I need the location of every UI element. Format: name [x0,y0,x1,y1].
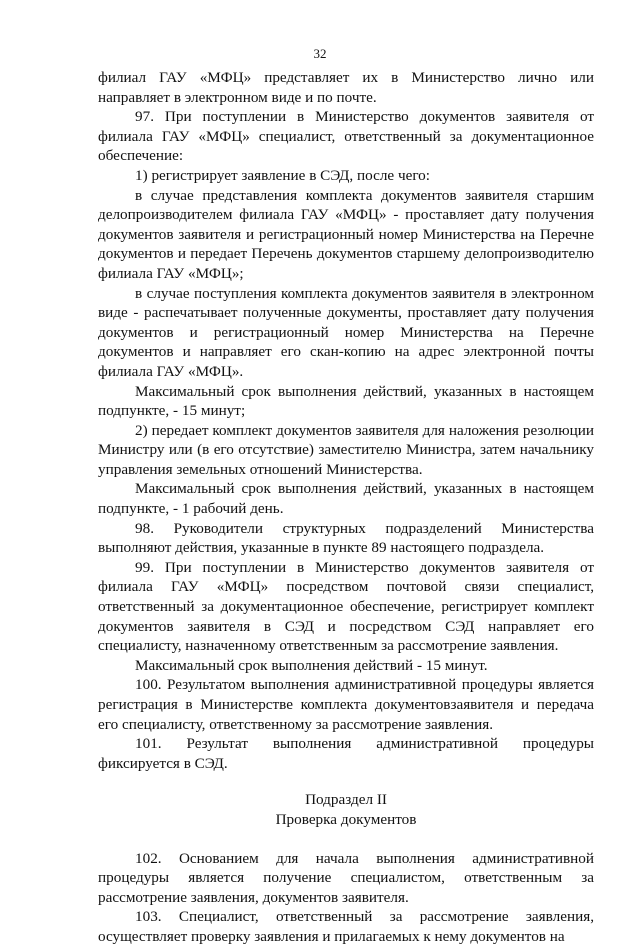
paragraph: Максимальный срок выполнения действий, указанных в настоящем подпункте, - 15 минут; [98,382,594,420]
paragraph: 99. При поступлении в Министерство документов заявителя от филиала ГАУ «МФЦ» посредством почтовой связи специалист, ответственный за документационное обеспечение, регистрирует комплект документов заявителя в СЭД и посредством СЭД направляет его специалисту, назначенному ответственным за рассмотрение заявления. [98,558,594,655]
document-body [98,68,594,947]
paragraph: 1) регистрирует заявление в СЭД, после чего: [135,166,430,184]
paragraph: Максимальный срок выполнения действий - 15 минут. [135,656,488,674]
paragraph: 101. Результат выполнения административной процедуры фиксируется в СЭД. [98,735,594,772]
page-number: 32 [313,46,327,61]
paragraph: Максимальный срок выполнения действий, указанных в настоящем подпункте, - 1 рабочий день. [98,480,594,518]
paragraph: 102. Основанием для начала выполнения административной процедуры является получение специалистом, ответственным за рассмотрение заявления, документов заявителя. [98,849,594,906]
paragraph: 2) передает комплект документов заявителя для наложения резолюции Министру или (в его отсутствие) заместителю Министра, затем начальнику управления земельных отношений Министерства. [98,421,594,478]
paragraph: в случае представления комплекта документов заявителя старшим делопроизводителем филиала ГАУ «МФЦ» - проставляет дату получения документов заявителя и регистрационный номер Министерства на Перечне документов и передает Перечень документов старшему делопроизводителю филиала ГАУ «МФЦ»; [98,186,594,282]
subsection-number: Подраздел II [305,791,387,809]
subsection-title: Проверка документов [275,810,417,828]
paragraph: 103. Специалист, ответственный за рассмотрение заявления, осуществляет проверку заявления и прилагаемых к нему документов на [98,908,594,945]
paragraph: 98. Руководители структурных подразделений Министерства выполняют действия, указанные в пункте 89 настоящего подраздела. [98,519,594,557]
paragraph: в случае поступления комплекта документов заявителя в электронном виде - распечатывает полученные документы, проставляет дату получения документов и регистрационный номер Министерства на Перечне документов и направляет его скан-копию на адрес электронной почты филиала ГАУ «МФЦ». [98,284,594,380]
subsection-heading [98,790,594,829]
paragraph: 97. При поступлении в Министерство документов заявителя от филиала ГАУ «МФЦ» специалист, ответственный за документационное обеспечение: [98,108,594,165]
paragraph: филиал ГАУ «МФЦ» представляет их в Министерство лично или направляет в электронном виде и по почте. [98,69,594,106]
paragraph: 100. Результатом выполнения административной процедуры является регистрация в Министерстве комплекта документовзаявителя и передача его специалисту, ответственному за рассмотрение заявления. [98,676,594,733]
